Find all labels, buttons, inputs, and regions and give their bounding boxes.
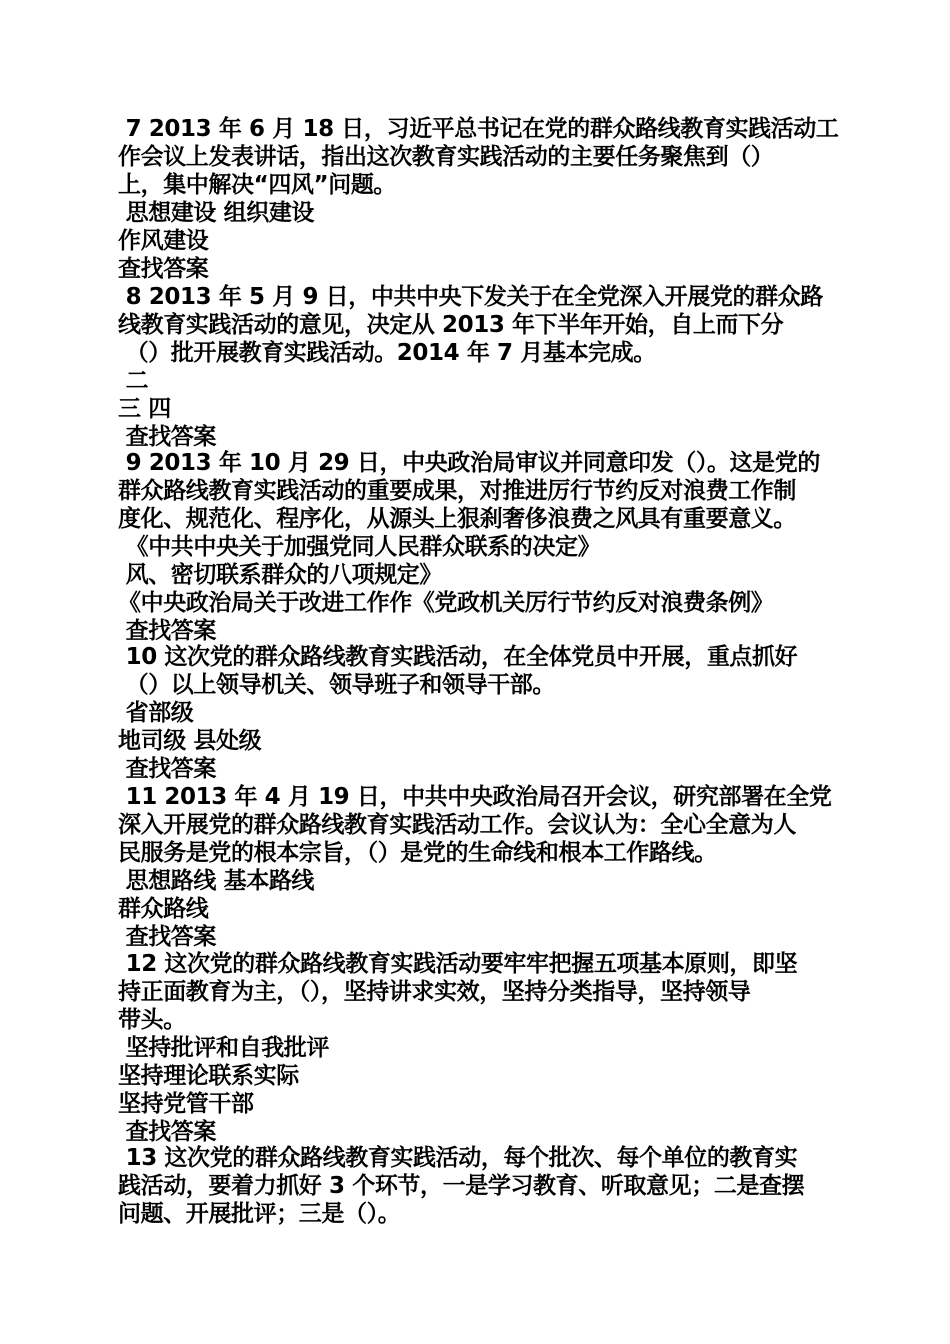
option-line: 坚持党管干部 xyxy=(118,1091,254,1117)
question-stem-line: 群众路线教育实践活动的重要成果，对推进厉行节约反对浪费工作制 xyxy=(118,478,797,504)
question-stem-line: （）以上领导机关、领导班子和领导干部。 xyxy=(118,672,556,698)
question-stem-line: 11 2013 年 4 月 19 日，中共中央政治局召开会议，研究部署在全党 xyxy=(118,784,832,810)
question-stem-line: 9 2013 年 10 月 29 日，中央政治局审议并同意印发（）。这是党的 xyxy=(118,450,820,476)
option-line: 三 四 xyxy=(118,396,171,422)
question-7 xyxy=(118,115,838,283)
find-answer-link[interactable]: 查找答案 xyxy=(118,618,217,644)
question-stem-line: 作会议上发表讲话，指出这次教育实践活动的主要任务聚焦到（） xyxy=(118,144,774,170)
question-stem-line: 深入开展党的群众路线教育实践活动工作。会议认为：全心全意为人 xyxy=(118,812,797,838)
find-answer-link[interactable]: 查找答案 xyxy=(118,424,217,450)
question-stem-line: 12 这次党的群众路线教育实践活动要牢牢把握五项基本原则，即坚 xyxy=(118,951,798,977)
question-stem-line: 民服务是党的根本宗旨，（）是党的生命线和根本工作路线。 xyxy=(118,840,717,866)
option-line: 作风建设 xyxy=(118,228,209,254)
option-line: 二 xyxy=(118,368,149,394)
question-stem-line: 线教育实践活动的意见，决定从 2013 年下半年开始，自上而下分 xyxy=(118,312,784,338)
find-answer-link[interactable]: 查找答案 xyxy=(118,256,209,282)
option-line: 思想路线 基本路线 xyxy=(118,868,315,894)
option-line: 坚持批评和自我批评 xyxy=(118,1035,330,1061)
option-line: 风、密切联系群众的八项规定》 xyxy=(118,562,443,588)
find-answer-link[interactable]: 查找答案 xyxy=(118,756,217,782)
find-answer-link[interactable]: 查找答案 xyxy=(118,1119,217,1145)
option-line: 省部级 xyxy=(118,700,194,726)
question-stem-line: 持正面教育为主，（），坚持讲求实效，坚持分类指导，坚持领导 xyxy=(118,979,751,1005)
question-stem-line: 10 这次党的群众路线教育实践活动，在全体党员中开展，重点抓好 xyxy=(118,644,798,670)
question-stem-line: 践活动，要着力抓好 3 个环节，一是学习教育、听取意见；二是查摆 xyxy=(118,1173,805,1199)
question-12 xyxy=(118,950,838,1146)
question-10 xyxy=(118,643,838,783)
question-stem-line: 度化、规范化、程序化，从源头上狠刹奢侈浪费之风具有重要意义。 xyxy=(118,506,797,532)
option-line: 群众路线 xyxy=(118,896,209,922)
find-answer-link[interactable]: 查找答案 xyxy=(118,924,217,950)
question-stem-line: （）批开展教育实践活动。2014 年 7 月基本完成。 xyxy=(118,340,656,366)
question-8 xyxy=(118,283,838,451)
question-stem-line: 上，集中解决“四风”问题。 xyxy=(118,172,397,198)
question-stem-line: 7 2013 年 6 月 18 日，习近平总书记在党的群众路线教育实践活动工 xyxy=(118,116,839,142)
question-13 xyxy=(118,1144,838,1228)
option-line: 《中共中央关于加强党同人民群众联系的决定》 xyxy=(118,534,601,560)
question-9 xyxy=(118,449,838,645)
question-stem-line: 13 这次党的群众路线教育实践活动，每个批次、每个单位的教育实 xyxy=(118,1145,798,1171)
option-line: 坚持理论联系实际 xyxy=(118,1063,299,1089)
question-stem-line: 8 2013 年 5 月 9 日，中共中央下发关于在全党深入开展党的群众路 xyxy=(118,284,823,310)
option-line: 思想建设 组织建设 xyxy=(118,200,315,226)
option-line: 《中央政治局关于改进工作作《党政机关厉行节约反对浪费条例》 xyxy=(118,590,774,616)
question-stem-line: 问题、开展批评；三是（）。 xyxy=(118,1201,401,1227)
question-stem-line: 带头。 xyxy=(118,1007,186,1033)
option-line: 地司级 县处级 xyxy=(118,728,262,754)
question-11 xyxy=(118,783,838,951)
